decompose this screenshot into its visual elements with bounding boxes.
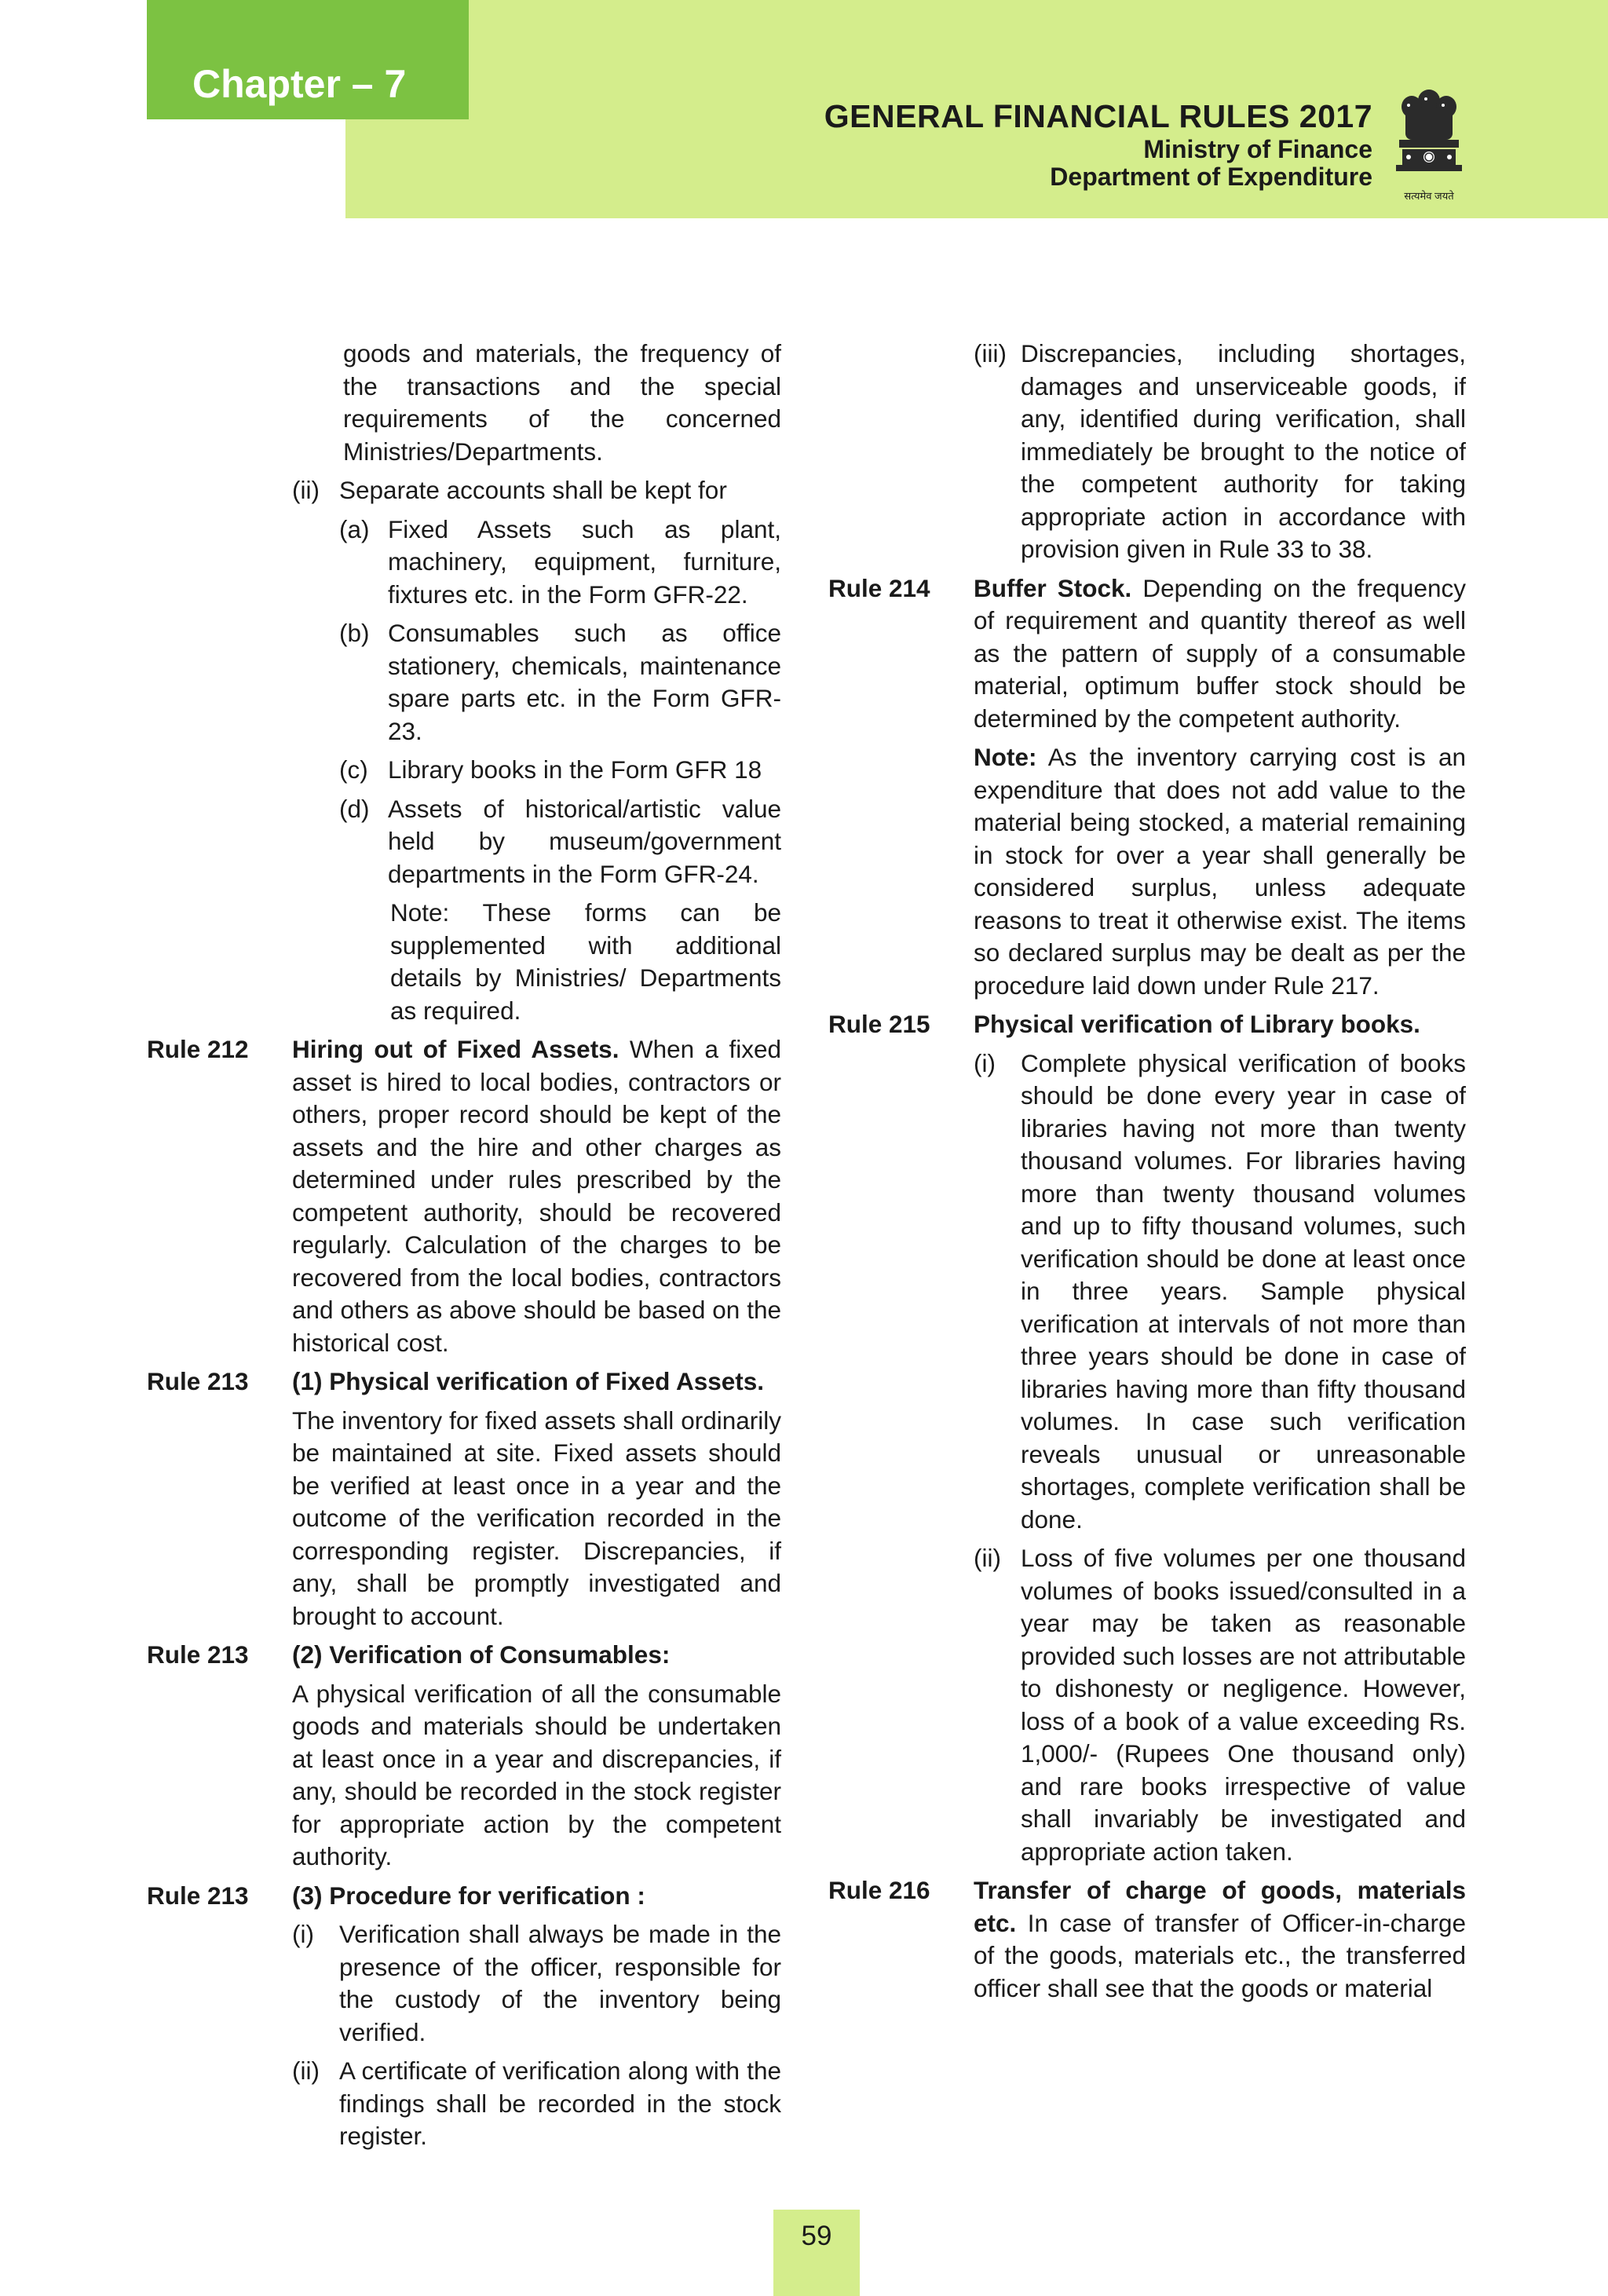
note-text: As the inventory carrying cost is an expenditure that does not add value to the material being stocked, a material remaining in stock for over a year shall generally be considered surplus, unless adequate reasons to treat it otherwise exist. The items so declared surplus may be dealt as per the procedure laid down under Rule 217. bbox=[974, 743, 1466, 1000]
list-item-i bbox=[292, 1918, 781, 2049]
rule-number: Rule 214 bbox=[828, 573, 930, 602]
page-number: 59 bbox=[801, 2221, 832, 2251]
rule-213-2 bbox=[147, 1639, 781, 1880]
emblem-motto: सत्यमेव जयते bbox=[1404, 190, 1454, 202]
rule-text: The inventory for fixed assets shall ordinarily be maintained at site. Fixed assets should be verified at least once in a year and the outcome of the verification recorded in the corresponding register. Discrepancies, if any, shall be promptly investigated and brought to account. bbox=[292, 1406, 781, 1630]
item-text: A certificate of verification along with the findings shall be recorded in the stock register. bbox=[339, 2057, 781, 2150]
list-item-ii bbox=[292, 474, 781, 507]
item-text: Complete physical verification of books should be done every year in case of libraries having not more than twenty thousand volumes. For libraries having more than twenty thousand volumes and up to fifty thousand volumes, such verification should be done at least once in three years. Sample physical verification at intervals of not more than three years should be done in case of libraries having more than fifty thousand volumes. In case such verification reveals unusual or unreasonable shortages, complete verification shall be done. bbox=[1021, 1048, 1466, 1534]
rule-number: Rule 213 bbox=[147, 1640, 249, 1669]
item-text: Loss of five volumes per one thousand volumes of books issued/consulted in a year may be taken as reasonable provided such losses are not attributable to dishonesty or negligence. However, loss of a book of a value exceeding Rs. 1,000/- (Rupees One thousand only) and rare books irrespective of value shall invariably be investigated and appropriate action taken. bbox=[1021, 1544, 1466, 1866]
rule-number: Rule 213 bbox=[147, 1367, 249, 1395]
rule-213-1 bbox=[147, 1366, 781, 1639]
item-text: Separate accounts shall be kept for bbox=[339, 476, 727, 504]
item-marker: (a) bbox=[339, 514, 370, 543]
rule-body bbox=[974, 1874, 1466, 2005]
note-label: Note: bbox=[974, 743, 1037, 771]
list-item-ii bbox=[974, 1542, 1466, 1868]
list-item-a bbox=[339, 514, 781, 612]
rule-body bbox=[292, 1033, 781, 1359]
rule-body bbox=[292, 1880, 781, 2159]
right-column bbox=[828, 338, 1466, 2005]
rule-body bbox=[292, 1639, 781, 1880]
item-text: Library books in the Form GFR 18 bbox=[388, 755, 762, 784]
rule-213-3 bbox=[147, 1880, 781, 2159]
rule-title: Buffer Stock. bbox=[974, 573, 1132, 602]
list-item-b bbox=[339, 617, 781, 748]
national-emblem-icon bbox=[1391, 77, 1467, 196]
item-text: Verification shall always be made in the presence of the officer, responsible for the custody of the inventory being verified. bbox=[339, 1920, 781, 2046]
rule-body bbox=[292, 1366, 781, 1639]
item-text: Discrepancies, including shortages, damages and unserviceable goods, if any, identified during verification, shall immediately be brought to the notice of the competent authority for taking appropriate action in accordance with provision given in Rule 33 to 38. bbox=[1021, 339, 1466, 563]
item-marker: (b) bbox=[339, 619, 370, 647]
department-name: Department of Expenditure bbox=[1050, 163, 1372, 191]
rule-212 bbox=[147, 1033, 781, 1359]
list-item-i bbox=[974, 1047, 1466, 1537]
item-text: Consumables such as office stationery, chemicals, maintenance spare parts etc. in the Form GFR-23. bbox=[388, 619, 781, 745]
list-item-iii bbox=[974, 338, 1466, 566]
rule-body bbox=[974, 572, 1466, 1009]
list-item-ii bbox=[292, 2055, 781, 2153]
item-marker: (i) bbox=[974, 1048, 996, 1077]
item-marker: (d) bbox=[339, 794, 370, 823]
rule-number: Rule 215 bbox=[828, 1010, 930, 1038]
rule-text: In case of transfer of Officer-in-charge of the goods, materials etc., the transferred officer shall see that the goods or material bbox=[974, 1908, 1466, 2002]
rule-215 bbox=[828, 1008, 1466, 1874]
rule-number: Rule 213 bbox=[147, 1881, 249, 1910]
forms-note: Note: These forms can be supplemented with additional details by Ministries/ Departments as required. bbox=[390, 898, 781, 1025]
rule-number: Rule 212 bbox=[147, 1035, 249, 1063]
chapter-label: Chapter – 7 bbox=[192, 62, 407, 106]
rule-text: When a fixed asset is hired to local bodies, contractors or others, proper record should be kept of the assets and the hire and other charges as determined under rules prescribed by the competent authority, should be recovered regularly. Calculation of the charges to be recovered from the local bodies, contractors and others as above should be based on the historical cost. bbox=[292, 1035, 781, 1357]
rule-text: A physical verification of all the consumable goods and materials should be undertaken at least once in a year and discrepancies, if any, should be recorded in the stock register for appropriate action by the competent authority. bbox=[292, 1679, 781, 1870]
rule-216 bbox=[828, 1874, 1466, 2005]
item-marker: (iii) bbox=[974, 339, 1007, 367]
continuation-text: goods and materials, the frequency of the transactions and the special requirements of the concerned Ministries/Departments. bbox=[343, 339, 781, 466]
list-item-d bbox=[339, 793, 781, 891]
item-text: Fixed Assets such as plant, machinery, equipment, furniture, fixtures etc. in the Form GFR-22. bbox=[388, 514, 781, 609]
rule-title: (2) Verification of Consumables: bbox=[292, 1640, 671, 1669]
item-marker: (ii) bbox=[292, 476, 320, 504]
item-marker: (ii) bbox=[292, 2057, 320, 2085]
list-item-c bbox=[339, 754, 781, 787]
item-text: Assets of historical/artistic value held by museum/government departments in the Form GFR-24. bbox=[388, 794, 781, 888]
rule-214 bbox=[828, 572, 1466, 1009]
rule-body bbox=[974, 1008, 1466, 1874]
rule-title: Physical verification of Library books. bbox=[974, 1010, 1420, 1038]
document-title: GENERAL FINANCIAL RULES 2017 bbox=[824, 98, 1372, 134]
rule-title: (3) Procedure for verification : bbox=[292, 1881, 645, 1910]
rule-title: (1) Physical verification of Fixed Assets. bbox=[292, 1367, 765, 1395]
rule-number: Rule 216 bbox=[828, 1876, 930, 1904]
rule-title: Transfer of charge of goods, materials etc. bbox=[974, 1876, 1466, 1937]
item-marker: (c) bbox=[339, 755, 368, 784]
rule-text: Depending on the frequency of requirement and quantity thereof as well as the pattern of supply of a consumable material, optimum buffer stock should be determined by the competent authority. bbox=[974, 573, 1466, 733]
item-marker: (ii) bbox=[974, 1544, 1001, 1572]
left-column bbox=[147, 338, 781, 2159]
ministry-name: Ministry of Finance bbox=[1143, 135, 1372, 163]
rule-title: Hiring out of Fixed Assets. bbox=[292, 1035, 619, 1063]
item-marker: (i) bbox=[292, 1920, 314, 1948]
